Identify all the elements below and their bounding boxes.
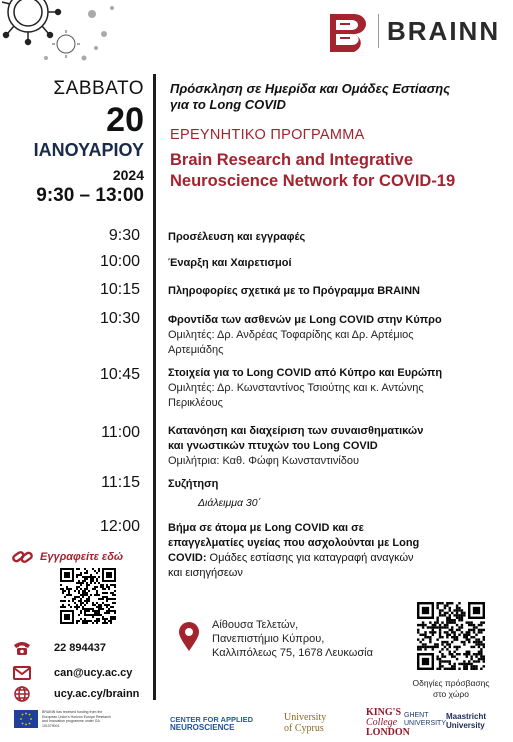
schedule-title: Βήμα σε άτομα με Long COVID και σε	[168, 522, 364, 534]
kcl-line-3: LONDON	[366, 727, 410, 738]
ghent-logo	[404, 712, 446, 728]
cfan-logo	[170, 716, 253, 732]
location-pin-icon	[178, 622, 200, 652]
schedule-title-rest: Ομάδες εστίασης για καταγραφή αναγκών	[206, 552, 414, 564]
schedule-time: 11:00	[101, 424, 140, 441]
program-title-line-1: Brain Research and Integrative	[170, 151, 414, 169]
ghent-line-1: GHENT	[404, 712, 429, 719]
eu-flag-icon	[14, 710, 38, 728]
contact-text: can@ucy.ac.cy	[54, 667, 133, 679]
register-link[interactable]	[12, 548, 123, 566]
program-title-line-2: Neuroscience Network for COVID-19	[170, 172, 456, 190]
program-label: ΕΡΕΥΝΗΤΙΚΟ ΠΡΟΓΡΑΜΜΑ	[170, 127, 365, 143]
program-title	[170, 150, 510, 192]
schedule-speakers: Ομιλητές: Δρ. Ανδρέας Τοφαρίδης και Δρ. Αρτέμιος	[168, 329, 414, 341]
ghent-line-2: UNIVERSITY	[404, 720, 447, 727]
schedule-speakers: Ομιλητές: Δρ. Κωνσταντίνος Τσιούτης και κ. Αντώνης	[168, 382, 424, 394]
schedule-title: επαγγελματίες υγείας που ασχολούνται με Long	[168, 537, 420, 549]
date-block	[6, 78, 144, 207]
maastricht-line-1: Maastricht	[446, 712, 487, 721]
registration-qr-code[interactable]	[60, 568, 116, 624]
schedule-item	[168, 424, 506, 469]
venue-line-3: Καλλιπόλεως 75, 1678 Λευκωσία	[212, 647, 373, 659]
schedule-time: 9:30	[108, 227, 140, 244]
ucy-line-1: University	[284, 712, 327, 723]
cfan-line-1: CENTER FOR APPLIED	[170, 715, 254, 724]
event-day-number: 20	[106, 101, 144, 139]
schedule-item	[168, 477, 506, 511]
schedule-title-bold: COVID:	[168, 552, 207, 564]
kcl-line-1: KING'S	[366, 707, 402, 718]
schedule-speakers: Περικλέους	[168, 397, 223, 409]
contact-email[interactable]	[12, 665, 132, 681]
ucy-logo	[284, 712, 326, 734]
invitation-line-2: για το Long COVID	[170, 97, 286, 112]
logo-text: BRAINN	[387, 15, 501, 46]
schedule-item	[168, 256, 506, 271]
cfan-line-2: NEUROSCIENCE	[170, 723, 235, 732]
virus-illustration	[0, 0, 120, 70]
brainn-logo	[320, 10, 500, 52]
schedule-speakers: Αρτεμιάδης	[168, 344, 224, 356]
ucy-line-2: of Cyprus	[284, 723, 324, 734]
break-note: Διάλειμμα 30΄	[198, 497, 262, 509]
access-line-1: Οδηγίες πρόσβασης	[412, 678, 490, 688]
access-directions-label	[412, 678, 490, 700]
schedule-title: Πληροφορίες σχετικά με το Πρόγραμμα BRAINN	[168, 285, 420, 297]
logo-divider	[378, 14, 379, 48]
schedule-item	[168, 230, 506, 245]
schedule-title: Έναρξη και Χαιρετισμοί	[168, 257, 292, 269]
schedule-time: 12:00	[99, 518, 140, 535]
contact-phone[interactable]	[12, 640, 106, 656]
schedule-time: 11:15	[101, 474, 140, 491]
venue-line-1: Αίθουσα Τελετών,	[212, 619, 299, 631]
link-icon	[12, 548, 34, 566]
schedule-title: και εισηγήσεων	[168, 567, 243, 579]
invitation-line-1: Πρόσκληση σε Ημερίδα και Ομάδες Εστίασης	[170, 81, 451, 96]
kcl-line-2: College	[366, 717, 398, 728]
event-day: ΣΑΒΒΑΤΟ	[53, 78, 144, 99]
eu-funding-text: BRAINN has received funding from the European Union's Horizon Europe Research and Innovation programme under GA 101079001	[42, 710, 111, 728]
phone-icon	[12, 640, 32, 656]
schedule-title: Κατανόηση και διαχείριση των συναισθηματικών	[168, 425, 424, 437]
schedule-title: Συζήτηση	[168, 478, 219, 490]
contact-text: ucy.ac.cy/brainn	[54, 688, 140, 700]
schedule-title: και γνωστικών πτυχών του Long COVID	[168, 440, 378, 452]
schedule-time: 10:00	[99, 253, 140, 270]
event-year: 2024	[112, 167, 144, 183]
schedule-time: 10:15	[99, 281, 140, 298]
invitation-text	[170, 81, 505, 113]
access-line-2: στο χώρο	[432, 689, 469, 699]
schedule-item	[168, 521, 506, 581]
access-qr-code[interactable]	[417, 602, 485, 670]
brainn-logo-icon	[320, 10, 374, 52]
schedule-item	[168, 366, 506, 411]
schedule-item	[168, 313, 506, 358]
schedule-title: Στοιχεία για το Long COVID από Κύπρο και Ευρώπη	[168, 367, 443, 379]
email-icon	[12, 665, 32, 681]
globe-icon	[12, 686, 32, 702]
maastricht-logo	[446, 712, 486, 730]
schedule-speakers: Ομιλήτρια: Καθ. Φώφη Κωνσταντινίδου	[168, 455, 360, 467]
schedule-title: Φροντίδα των ασθενών με Long COVID στην Κύπρο	[168, 314, 442, 326]
event-time-range: 9:30 – 13:00	[36, 185, 144, 206]
venue-address	[212, 618, 373, 660]
contact-website[interactable]	[12, 686, 139, 702]
venue-block	[178, 618, 373, 660]
register-label: Εγγραφείτε εδώ	[40, 551, 124, 563]
schedule-item	[168, 284, 506, 299]
schedule-time: 10:30	[99, 310, 140, 327]
schedule-title: Προσέλευση και εγγραφές	[168, 231, 306, 243]
schedule-title	[168, 551, 506, 566]
contact-text: 22 894437	[54, 642, 106, 654]
venue-line-2: Πανεπιστήμιο Κύπρου,	[212, 633, 325, 645]
schedule-time: 10:45	[99, 366, 140, 383]
vertical-divider	[153, 74, 156, 700]
event-month: ΙΑΝΟΥΑΡΙΟΥ	[33, 140, 144, 160]
maastricht-line-2: University	[446, 721, 485, 730]
